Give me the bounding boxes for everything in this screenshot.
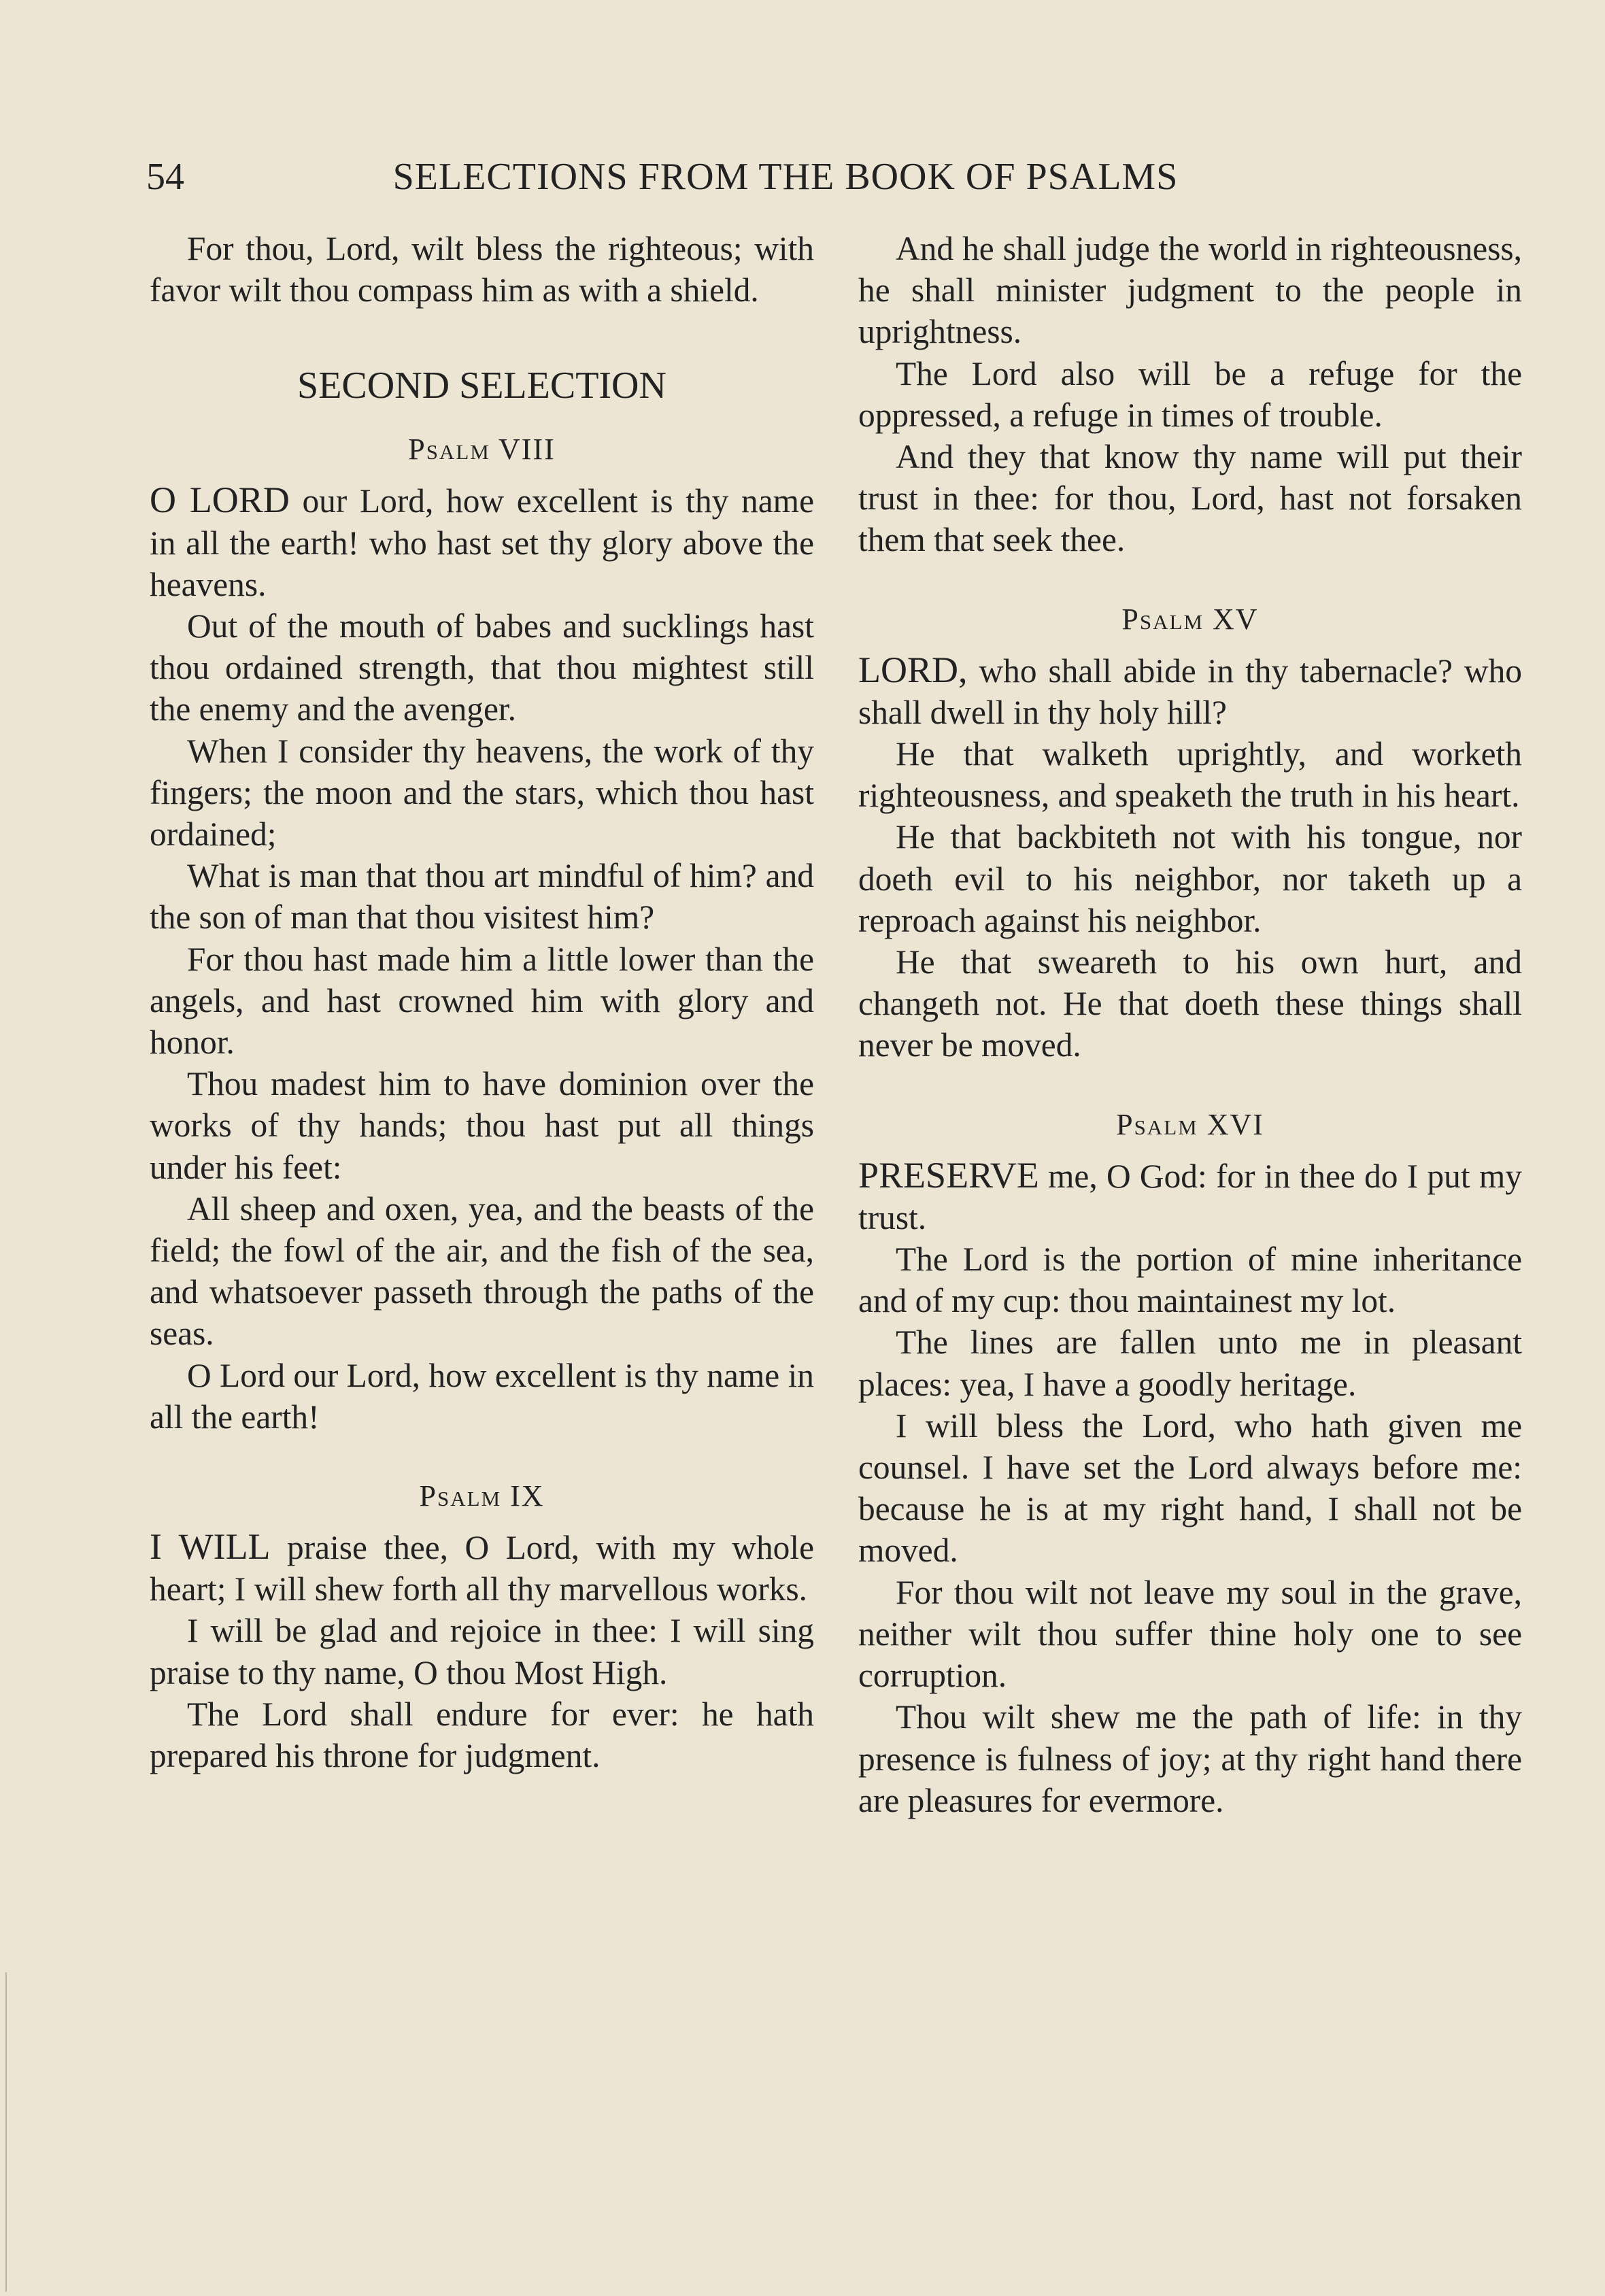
verse-text: praise thee, O Lord, with my whole heart; I will shew forth all thy marvellous works.	[150, 1529, 814, 1608]
opening-words: I WILL	[150, 1526, 271, 1568]
left-column	[150, 228, 814, 1776]
selection-heading: SECOND SELECTION	[297, 365, 666, 407]
page-number: 54	[146, 156, 184, 198]
verse: Thou wilt shew me the path of life: in thy presence is fulness of joy; at thy right hand there are pleasures for evermore.	[858, 1698, 1522, 1819]
verse: When I consider thy heavens, the work of thy fingers; the moon and the stars, which thou hast ordained;	[150, 732, 814, 854]
opening-words: O LORD	[150, 479, 290, 521]
psalm-heading: Psalm VIII	[408, 433, 556, 467]
verse: The lines are fallen unto me in pleasant places: yea, I have a goodly heritage.	[858, 1323, 1522, 1403]
verse: The Lord shall endure for ever: he hath prepared his throne for judgment.	[150, 1695, 814, 1775]
verse-opening	[858, 1155, 1522, 1238]
verse: For thou, Lord, wilt bless the righteous; with favor wilt thou compass him as with a shield.	[150, 230, 814, 309]
psalm-heading: Psalm XV	[1121, 602, 1259, 636]
page-edge-line	[5, 1972, 7, 2292]
verse: He that sweareth to his own hurt, and changeth not. He that doeth these things shall never be moved.	[858, 943, 1522, 1064]
psalm-heading: Psalm XVI	[1116, 1107, 1264, 1141]
right-column	[858, 228, 1522, 1821]
psalm-heading: Psalm IX	[419, 1479, 545, 1513]
verse-text: who shall abide in thy tabernacle? who shall dwell in thy holy hill?	[858, 652, 1522, 731]
verse: The Lord also will be a refuge for the oppressed, a refuge in times of trouble.	[858, 354, 1522, 434]
verse: What is man that thou art mindful of him? and the son of man that thou visitest him?	[150, 857, 814, 936]
verse-opening	[150, 1526, 814, 1610]
verse: The Lord is the portion of mine inheritance and of my cup: thou maintainest my lot.	[858, 1240, 1522, 1320]
verse-opening	[858, 649, 1522, 733]
verse-text: me, O God: for in thee do I put my trust.	[858, 1157, 1522, 1236]
verse-opening	[150, 479, 814, 605]
verse: I will bless the Lord, who hath given me counsel. I have set the Lord always before me: because he is at my right hand, I shall not be moved.	[858, 1406, 1522, 1570]
opening-words: LORD,	[858, 649, 968, 690]
verse: Out of the mouth of babes and sucklings hast thou ordained strength, that thou mightest still the enemy and the avenger.	[150, 607, 814, 728]
verse-text: our Lord, how excellent is thy name in all the earth! who hast set thy glory above the heavens.	[150, 482, 814, 603]
page-header	[146, 155, 1425, 203]
verse: O Lord our Lord, how excellent is thy name in all the earth!	[150, 1356, 814, 1436]
verse: He that walketh uprightly, and worketh righteousness, and speaketh the truth in his heart.	[858, 735, 1522, 815]
verse: He that backbiteth not with his tongue, nor doeth evil to his neighbor, nor taketh up a reproach against his neighbor.	[858, 818, 1522, 939]
running-title: SELECTIONS FROM THE BOOK OF PSALMS	[392, 156, 1179, 198]
verse: I will be glad and rejoice in thee: I will sing praise to thy name, O thou Most High.	[150, 1612, 814, 1691]
verse: For thou wilt not leave my soul in the grave, neither wilt thou suffer thine holy one to see corruption.	[858, 1573, 1522, 1695]
verse: For thou hast made him a little lower than the angels, and hast crowned him with glory and honor.	[150, 940, 814, 1062]
verse: All sheep and oxen, yea, and the beasts of the field; the fowl of the air, and the fish of the sea, and whatsoever passeth through the paths of the seas.	[150, 1189, 814, 1353]
verse: And he shall judge the world in righteousness, he shall minister judgment to the people in uprightness.	[858, 230, 1522, 351]
opening-words: PRESERVE	[858, 1154, 1039, 1196]
verse: And they that know thy name will put their trust in thee: for thou, Lord, hast not forsaken them that seek thee.	[858, 438, 1522, 559]
verse: Thou madest him to have dominion over the works of thy hands; thou hast put all things under his feet:	[150, 1065, 814, 1186]
